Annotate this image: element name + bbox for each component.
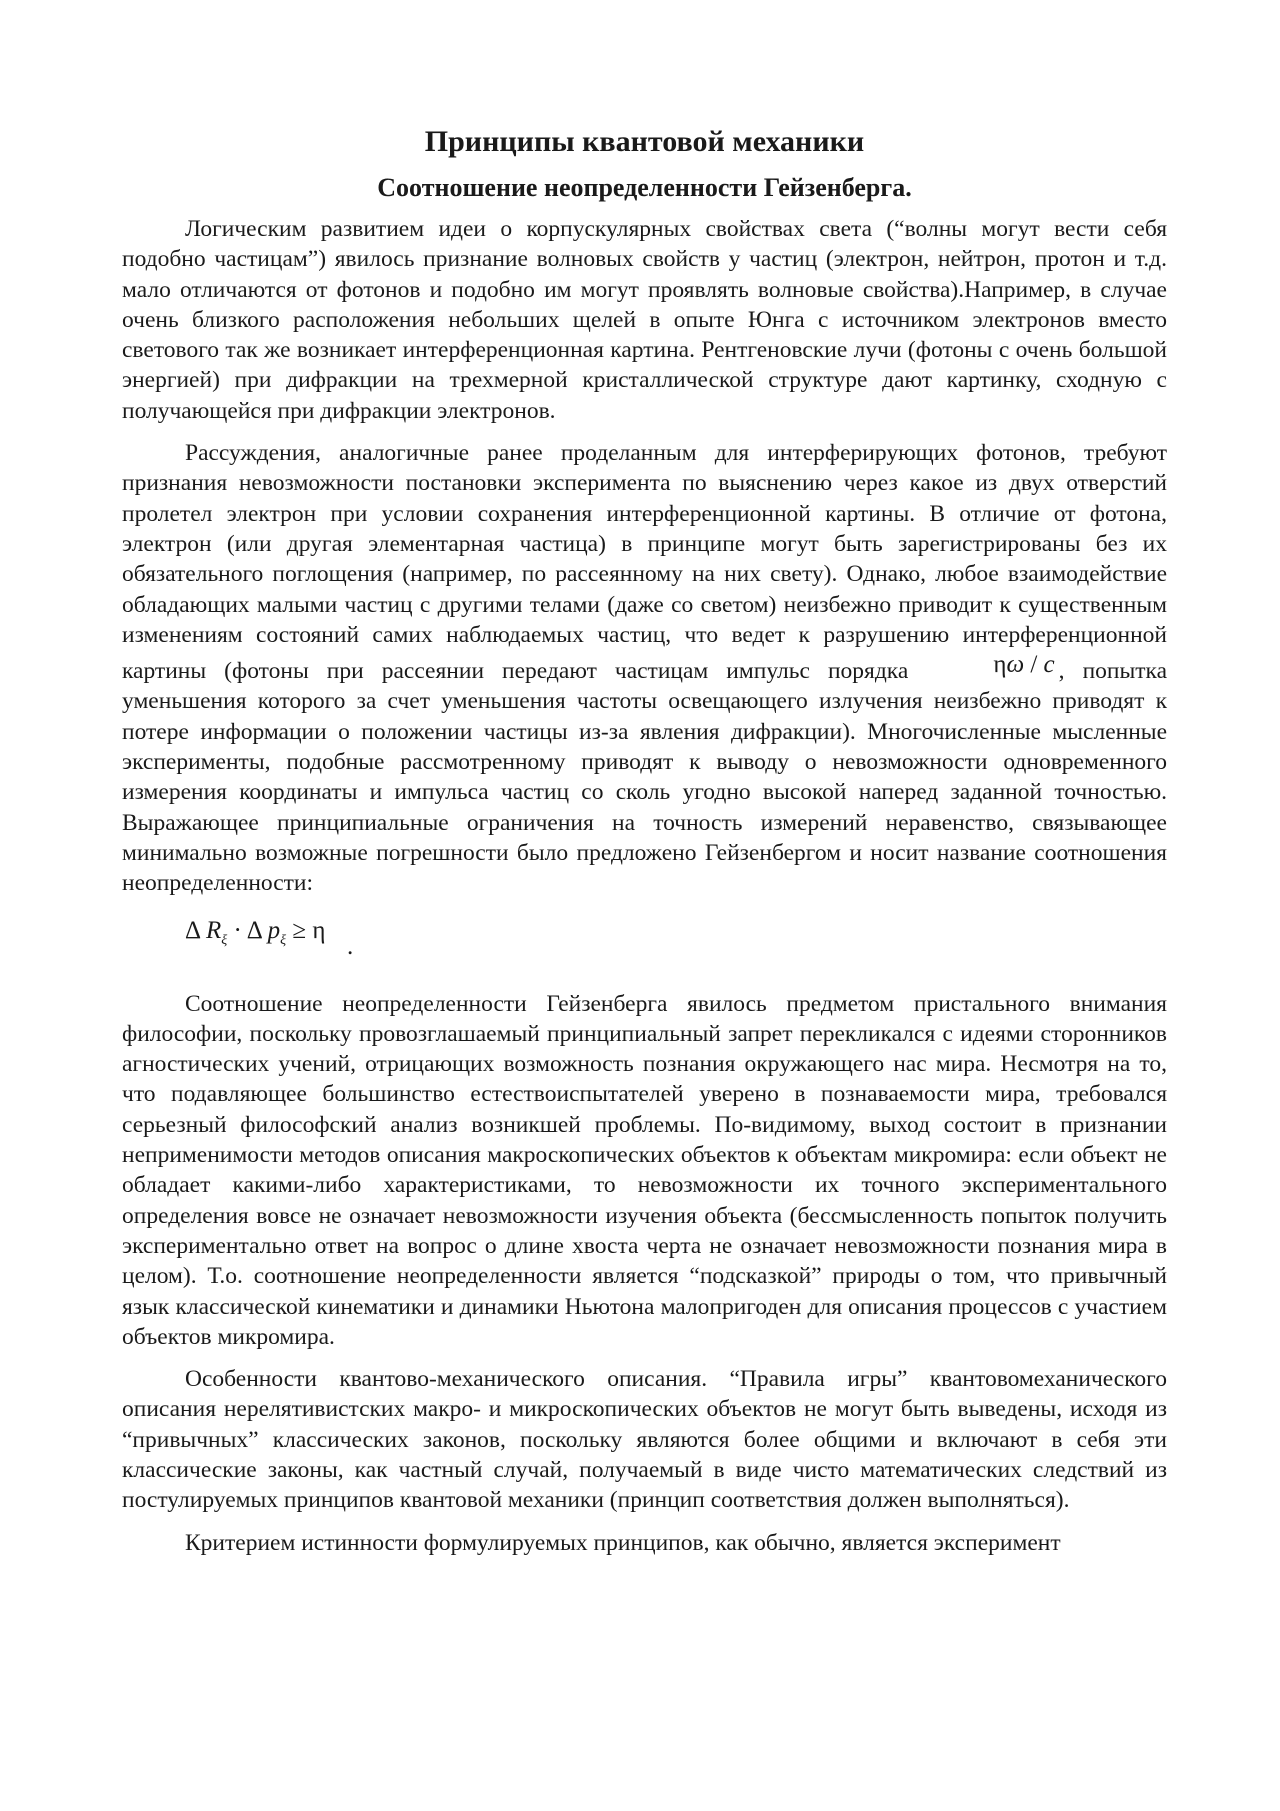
paragraph-2-text-before: Рассуждения, аналогичные ранее проделанным для интерферирующих фотонов, требуют признания невозможности постановки эксперимента по выяснению через какое из двух отверстий пролетел электрон при условии сохранения интерференционной картины. В отличие от фотона, электрон (или другая элементарная частица) в принципе могут быть зарегистрированы без их обязательного поглощения (например, по рассеянному на них свету). Однако, любое взаимодействие обладающих малыми частиц с другими телами (даже со светом) неизбежно приводит к существенным изменениям состояний самих наблюдаемых частиц, что ведет к разрушению интерференционной картины (фотоны при рассеянии передают частицам импульс порядка <box>122 440 1167 685</box>
formula-period: . <box>347 932 354 960</box>
formula-xi-sub-2: ξ <box>280 932 287 948</box>
uncertainty-formula <box>185 911 1167 961</box>
document-page <box>122 122 1167 1570</box>
formula-expression <box>185 917 325 949</box>
formula-p: p <box>267 916 281 944</box>
formula-omega: ω <box>1006 651 1025 679</box>
formula-r: R <box>205 916 222 944</box>
formula-xi-sub-1: ξ <box>221 932 228 948</box>
paragraph-1: Логическим развитием идеи о корпускулярных свойствах света (“волны могут вести себя подобно частицам”) явилось признание волновых свойств у частиц (электрон, нейтрон, протон и т.д. мало отличаются от фотонов и подобно им могут проявлять волновые свойства).Например, в случае очень близкого расположения небольших щелей в опыте Юнга с источником электронов вместо светового так же возникает интерференционная картина. Рентгеновские лучи (фотоны с очень большой энергией) при дифракции на трехмерной кристаллической структуре дают картинку, сходную с получающейся при дифракции электронов. <box>122 216 1167 424</box>
section-subtitle: Соотношение неопределенности Гейзенберга. <box>377 173 912 202</box>
paragraph-5: Критерием истинности формулируемых принципов, как обычно, является эксперимент <box>185 1529 1061 1556</box>
paragraph-2 <box>122 438 1167 898</box>
formula-eta: η <box>993 651 1007 679</box>
paragraph-2-text-after: , попытка уменьшения которого за счет уменьшения частоты освещающего излучения неизбежно приводят к потере информации о положении частицы из-за явления дифракции). Многочисленные мысленные эксперименты, подобные рассмотренному приводят к выводу о невозможности одновременного измерения координаты и импульса частиц со сколь угодно высокой наперед заданной точностью. Выражающее принципиальные ограничения на точность измерений неравенство, связывающее минимально возможные погрешности было предложено Гейзенбергом и носит название соотношения неопределенности: <box>122 658 1168 897</box>
formula-delta-p: Δ <box>246 916 262 944</box>
formula-delta-r: Δ <box>185 916 200 944</box>
formula-geq-eta: ≥ η <box>286 916 326 944</box>
page-title: Принципы квантовой механики <box>424 125 865 158</box>
inline-formula-momentum <box>926 650 1058 680</box>
formula-slash: / <box>1024 651 1044 679</box>
paragraph-3: Соотношение неопределенности Гейзенберга явилось предметом пристального внимания философии, поскольку провозглашаемый принципиальный запрет перекликался с идеями сторонников агностических учений, отрицающих возможность познания окружающего нас мира. Несмотря на то, что подавляющее большинство естествоиспытателей уверено в познаваемости мира, требовался серьезный философский анализ возникшей проблемы. По-видимому, выход состоит в признании неприменимости методов описания макроскопических объектов к объектам микромира: если объект не обладает какими-либо характеристиками, то невозможности их точного экспериментального определения вовсе не означает невозможности изучения объекта (бессмысленность попыток получить экспериментально ответ на вопрос о длине хвоста черта не означает невозможности познания мира в целом). Т.о. соотношение неопределенности является “подсказкой” природы о том, что привычный язык классической кинематики и динамики Ньютона малопригоден для описания процессов с участием объектов микромира. <box>122 990 1167 1350</box>
formula-cdot: · <box>227 916 247 944</box>
formula-c: c <box>1043 651 1055 679</box>
paragraph-4: Особенности квантово-механического описания. “Правила игры” квантовомеханического описания нерелятивистских макро- и микроскопических объектов не могут быть выведены, исходя из “привычных” классических законов, поскольку являются более общими и включают в себя эти классические законы, как частный случай, получаемый в виде чисто математических следствий из постулируемых принципов квантовой механики (принцип соответствия должен выполняться). <box>122 1366 1167 1514</box>
